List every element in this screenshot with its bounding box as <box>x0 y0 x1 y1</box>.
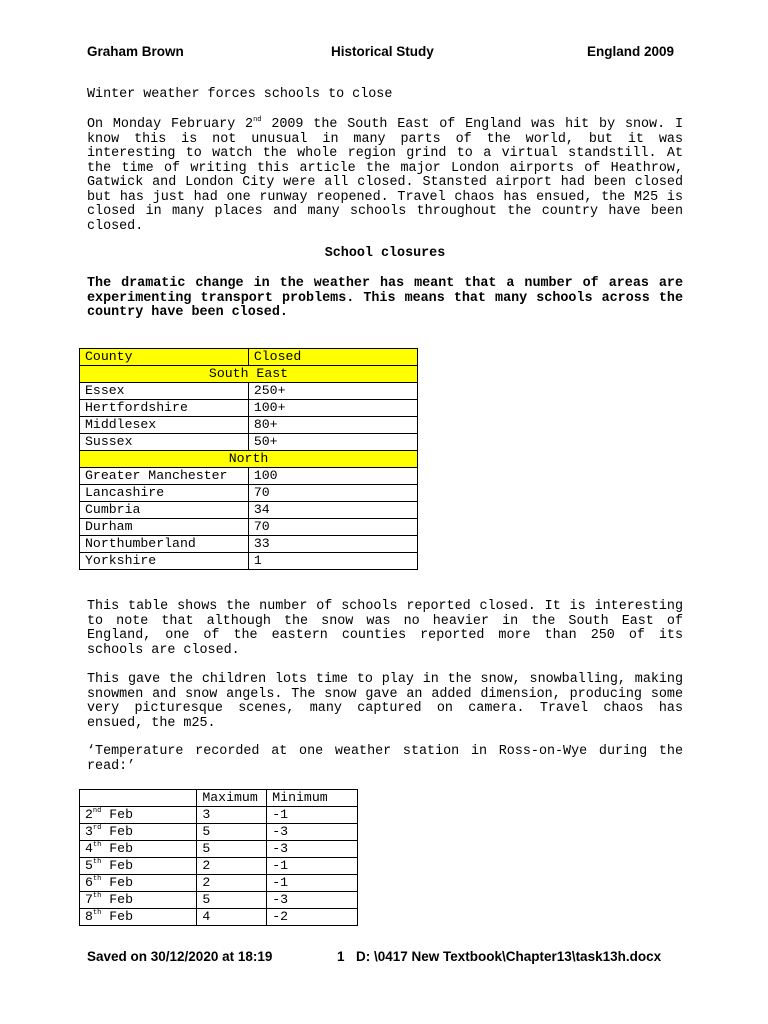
date-cell <box>80 892 197 909</box>
table-row <box>80 858 358 875</box>
region-north: North <box>80 451 418 468</box>
table-row <box>80 553 418 570</box>
max-cell: 5 <box>197 892 267 909</box>
min-cell: -3 <box>267 841 358 858</box>
table-row <box>80 909 358 926</box>
commentary-line: England, one of the eastern counties reported more than 250 of its <box>87 628 683 643</box>
column-header-minimum: Minimum <box>267 790 358 807</box>
day-number: 6 <box>85 875 93 890</box>
county-cell: Cumbria <box>80 502 249 519</box>
intro-line: know this is not unusual in many parts of the world, but it was <box>87 131 683 147</box>
section-heading: School closures <box>324 246 446 261</box>
intro-line: interesting to watch the whole region grind to a virtual standstill. At <box>87 146 683 161</box>
day-number: 2 <box>85 807 93 822</box>
min-cell: -3 <box>267 892 358 909</box>
region-row <box>80 451 418 468</box>
month: Feb <box>101 875 133 890</box>
intro-line: but has just had one runway reopened. Travel chaos has ensued, the M25 is <box>87 189 683 205</box>
closed-cell: 1 <box>248 553 417 570</box>
superscript: rd <box>92 824 102 832</box>
bold-paragraph <box>87 277 683 321</box>
intro-line: On Monday February 2 <box>87 117 254 132</box>
county-cell: Yorkshire <box>80 553 249 570</box>
min-cell: -3 <box>267 824 358 841</box>
county-cell: Sussex <box>80 434 249 451</box>
intro-line: closed in many places and many schools throughout the country have been <box>87 204 683 219</box>
max-cell: 5 <box>197 824 267 841</box>
table-header-row <box>80 790 358 807</box>
min-cell: -2 <box>267 909 358 926</box>
county-cell: Middlesex <box>80 417 249 434</box>
bold-line: experimenting transport problems. This means that many schools across the <box>87 290 683 306</box>
column-header-county: County <box>80 349 249 366</box>
column-header-maximum: Maximum <box>197 790 267 807</box>
max-cell: 2 <box>197 858 267 875</box>
date-cell <box>80 841 197 858</box>
county-cell: Lancashire <box>80 485 249 502</box>
superscript: th <box>92 909 102 917</box>
min-cell: -1 <box>267 807 358 824</box>
superscript: th <box>92 841 102 849</box>
header-date: England 2009 <box>587 44 675 59</box>
date-cell <box>80 875 197 892</box>
max-cell: 5 <box>197 841 267 858</box>
table-row <box>80 841 358 858</box>
footer-file-path: D: \0417 New Textbook\Chapter13\task13h.docx <box>356 949 662 964</box>
county-cell: Durham <box>80 519 249 536</box>
max-cell: 4 <box>197 909 267 926</box>
closed-cell: 70 <box>248 485 417 502</box>
table-row <box>80 536 418 553</box>
county-cell: Greater Manchester <box>80 468 249 485</box>
county-cell: Northumberland <box>80 536 249 553</box>
footer-page-number: 1 <box>337 949 345 964</box>
commentary-line: schools are closed. <box>87 642 240 658</box>
superscript: th <box>92 858 102 866</box>
max-cell: 3 <box>197 807 267 824</box>
table-row <box>80 485 418 502</box>
intro-line: the time of writing this article the major London airports of Heathrow, <box>87 160 683 176</box>
region-south-east: South East <box>80 366 418 383</box>
intro-paragraph <box>87 118 683 234</box>
table-row <box>80 519 418 536</box>
day-number: 3 <box>85 824 93 839</box>
day-number: 4 <box>85 841 93 856</box>
date-cell <box>80 858 197 875</box>
date-cell <box>80 824 197 841</box>
closed-cell: 33 <box>248 536 417 553</box>
bold-line: The dramatic change in the weather has meant that a number of areas are <box>87 276 683 291</box>
closed-cell: 250+ <box>248 383 417 400</box>
commentary-line: to note that although the snow was no heavier in the South East of <box>87 613 683 629</box>
commentary-line: This table shows the number of schools reported closed. It is interesting <box>87 599 683 614</box>
children-line: This gave the children lots time to play in the snow, snowballing, making <box>87 672 683 687</box>
date-cell <box>80 909 197 926</box>
day-number: 7 <box>85 892 93 907</box>
children-paragraph <box>87 673 683 731</box>
closed-cell: 34 <box>248 502 417 519</box>
min-cell: -1 <box>267 875 358 892</box>
table-row <box>80 468 418 485</box>
table-row <box>80 383 418 400</box>
min-cell: -1 <box>267 858 358 875</box>
superscript: nd <box>253 116 262 124</box>
article-title: Winter weather forces schools to close <box>87 87 393 102</box>
table-row <box>80 824 358 841</box>
children-line: snowmen and snow angels. The snow gave an added dimension, producing some <box>87 686 683 702</box>
month: Feb <box>101 824 133 839</box>
children-line: ensued, the m25. <box>87 715 216 731</box>
table-row <box>80 434 418 451</box>
column-header-date <box>80 790 197 807</box>
table-row <box>80 807 358 824</box>
table-commentary-paragraph <box>87 600 683 658</box>
closed-cell: 100+ <box>248 400 417 417</box>
date-cell <box>80 807 197 824</box>
school-closures-table <box>79 348 418 570</box>
quote-line: ‘Temperature recorded at one weather station in Ross-on-Wye during the <box>87 744 683 759</box>
month: Feb <box>101 892 133 907</box>
max-cell: 2 <box>197 875 267 892</box>
closed-cell: 80+ <box>248 417 417 434</box>
table-row <box>80 502 418 519</box>
intro-line: Gatwick and London City were all closed. Stansted airport had been closed <box>87 175 683 190</box>
county-cell: Hertfordshire <box>80 400 249 417</box>
superscript: nd <box>92 807 102 815</box>
superscript: th <box>92 875 102 883</box>
day-number: 5 <box>85 858 93 873</box>
closed-cell: 70 <box>248 519 417 536</box>
month: Feb <box>101 841 133 856</box>
superscript: th <box>92 892 102 900</box>
table-row <box>80 400 418 417</box>
intro-line: closed. <box>87 218 144 234</box>
temperature-quote <box>87 745 683 774</box>
footer-saved: Saved on 30/12/2020 at 18:19 <box>87 949 273 964</box>
header-title: Historical Study <box>331 44 434 59</box>
table-row <box>80 417 418 434</box>
region-row <box>80 366 418 383</box>
header-author: Graham Brown <box>87 44 184 59</box>
temperature-table <box>79 789 358 926</box>
month: Feb <box>101 858 133 873</box>
intro-line: 2009 the South East of England was hit by snow. I <box>261 117 683 132</box>
closed-cell: 50+ <box>248 434 417 451</box>
day-number: 8 <box>85 909 93 924</box>
closed-cell: 100 <box>248 468 417 485</box>
table-header-row <box>80 349 418 366</box>
children-line: very picturesque scenes, many captured on camera. Travel chaos has <box>87 701 683 716</box>
bold-line: country have been closed. <box>87 305 288 320</box>
table-row <box>80 892 358 909</box>
month: Feb <box>101 807 133 822</box>
county-cell: Essex <box>80 383 249 400</box>
month: Feb <box>101 909 133 924</box>
column-header-closed: Closed <box>248 349 417 366</box>
quote-line: read:’ <box>87 758 136 774</box>
table-row <box>80 875 358 892</box>
